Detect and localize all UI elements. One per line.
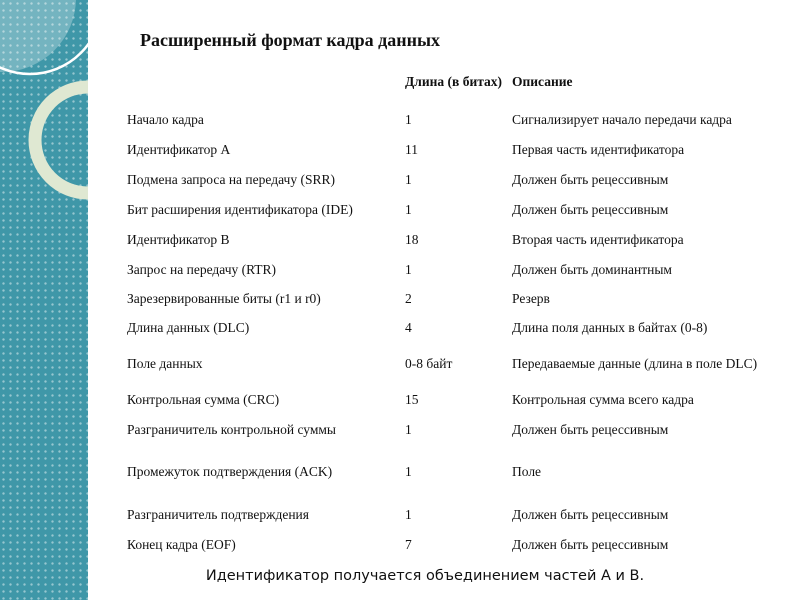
table-row — [120, 342, 780, 384]
frame-format-table — [120, 58, 780, 559]
field-name-cell: Разграничитель подтверждения — [127, 506, 309, 522]
field-name-cell: Разграничитель контрольной суммы — [127, 421, 336, 437]
length-cell: 15 — [405, 391, 419, 407]
table-row — [120, 529, 780, 559]
description-cell: Длина поля данных в байтах (0-8) — [512, 320, 708, 335]
description-cell: Резерв — [512, 291, 550, 306]
description-cell: Сигнализирует начало передачи кадра — [512, 111, 732, 127]
field-name-cell: Идентификатор B — [127, 231, 230, 247]
table-row — [120, 164, 780, 194]
header-description: Описание — [512, 73, 573, 89]
field-name-cell: Запрос на передачу (RTR) — [127, 261, 277, 277]
length-cell: 18 — [405, 231, 419, 247]
length-cell: 1 — [405, 421, 412, 437]
length-cell: 1 — [405, 464, 412, 479]
table-row — [120, 224, 780, 254]
table-row — [120, 134, 780, 164]
length-cell: 1 — [405, 506, 412, 522]
description-cell: Должен быть рецессивным — [512, 171, 669, 187]
field-name-cell: Идентификатор A — [127, 141, 231, 157]
field-name-cell: Контрольная сумма (CRC) — [127, 391, 280, 407]
field-name-cell: Поле данных — [127, 355, 203, 371]
length-cell: 1 — [405, 201, 412, 217]
length-cell: 4 — [405, 320, 412, 335]
table-row — [120, 444, 780, 499]
table-row — [120, 499, 780, 529]
length-cell: 1 — [405, 261, 412, 277]
field-name-cell: Подмена запроса на передачу (SRR) — [127, 171, 335, 187]
description-cell: Должен быть рецессивным — [512, 201, 669, 217]
field-name-cell: Длина данных (DLC) — [127, 320, 250, 335]
description-cell: Передаваемые данные (длина в поле DLC) — [512, 355, 758, 371]
table-body — [120, 104, 780, 559]
field-name-cell: Конец кадра (EOF) — [127, 536, 236, 552]
description-cell: Должен быть рецессивным — [512, 536, 669, 552]
length-cell: 1 — [405, 171, 412, 187]
length-cell: 11 — [405, 141, 418, 157]
table-row — [120, 313, 780, 342]
description-cell: Поле — [512, 464, 542, 479]
description-cell: Должен быть рецессивным — [512, 506, 669, 522]
footnote: Идентификатор получается объединением частей А и В. — [205, 568, 645, 584]
slide-title: Расширенный формат кадра данных — [140, 30, 441, 50]
length-cell: 7 — [405, 536, 412, 552]
header-length: Длина (в битах) — [405, 73, 503, 89]
table-row — [120, 194, 780, 224]
decorative-side-band — [0, 0, 88, 600]
length-cell: 2 — [405, 291, 412, 306]
field-name-cell: Бит расширения идентификатора (IDE) — [127, 201, 353, 217]
table-row — [120, 284, 780, 313]
description-cell: Первая часть идентификатора — [512, 141, 685, 157]
decorative-circles-graphic — [0, 0, 88, 600]
field-name-cell: Промежуток подтверждения (ACK) — [127, 464, 333, 479]
description-cell: Вторая часть идентификатора — [512, 231, 684, 247]
table-header-row — [120, 58, 780, 104]
table-row — [120, 254, 780, 284]
length-cell: 0-8 байт — [405, 355, 453, 371]
description-cell: Должен быть доминантным — [512, 261, 672, 277]
length-cell: 1 — [405, 111, 412, 127]
description-cell: Контрольная сумма всего кадра — [512, 391, 694, 407]
table-row — [120, 414, 780, 444]
table-row — [120, 104, 780, 134]
field-name-cell: Зарезервированные биты (r1 и r0) — [127, 291, 321, 306]
field-name-cell: Начало кадра — [127, 111, 204, 127]
description-cell: Должен быть рецессивным — [512, 421, 669, 437]
table-row — [120, 384, 780, 414]
